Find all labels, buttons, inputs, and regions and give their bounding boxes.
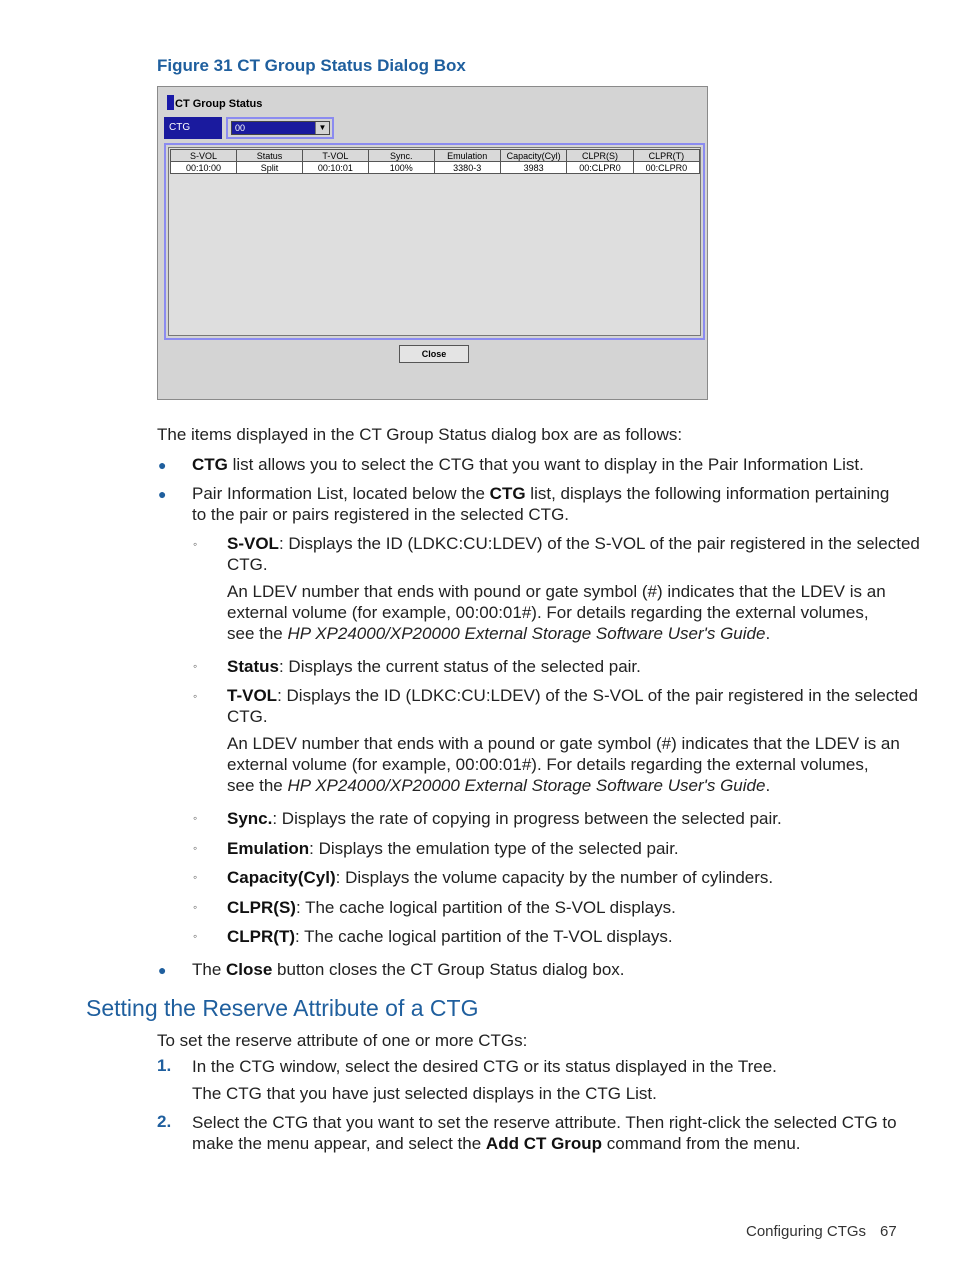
title-marker-icon <box>167 95 174 110</box>
sub-bullet-icon: ◦ <box>193 689 198 703</box>
reserve-intro: To set the reserve attribute of one or more CTGs: <box>157 1031 528 1050</box>
pair-table <box>170 149 700 174</box>
footer-section: Configuring CTGs <box>746 1223 867 1240</box>
item-svol: S-VOL: Displays the ID (LDKC:CU:LDEV) of the S-VOL of the pair registered in the selected <box>227 534 920 553</box>
item-tvol: T-VOL: Displays the ID (LDKC:CU:LDEV) of the S-VOL of the pair registered in the selected <box>227 686 918 705</box>
ct-group-status-dialog <box>157 86 708 400</box>
sub-bullet-icon: ◦ <box>193 900 198 914</box>
sub-bullet-icon: ◦ <box>193 811 198 825</box>
ctg-label: CTG <box>164 117 222 139</box>
item-status: Status: Displays the current status of the selected pair. <box>227 657 641 676</box>
chevron-down-icon[interactable]: ▼ <box>315 122 329 134</box>
table-cell: 3983 <box>500 162 567 174</box>
bullet-icon: ● <box>158 486 167 502</box>
sub-bullet-icon: ◦ <box>193 841 198 855</box>
section-heading: Setting the Reserve Attribute of a CTG <box>86 995 479 1021</box>
table-cell: 3380-3 <box>434 162 500 174</box>
table-cell: 00:CLPR0 <box>633 162 699 174</box>
column-header[interactable]: CLPR(T) <box>633 150 699 162</box>
column-header[interactable]: Sync. <box>368 150 434 162</box>
table-header-row <box>171 150 700 162</box>
page-number: 67 <box>880 1223 897 1240</box>
ctg-dropdown[interactable]: 00 ▼ <box>231 121 330 135</box>
step-1: In the CTG window, select the desired CTG or its status displayed in the Tree. <box>192 1057 777 1076</box>
bullet-ctg: CTG list allows you to select the CTG that you want to display in the Pair Information List. <box>192 455 864 474</box>
step-2: Select the CTG that you want to set the reserve attribute. Then right-click the selected CTG to <box>192 1113 897 1132</box>
item-capacity: Capacity(Cyl): Displays the volume capacity by the number of cylinders. <box>227 868 774 887</box>
column-header[interactable]: T-VOL <box>302 150 368 162</box>
table-cell: Split <box>237 162 303 174</box>
sub-bullet-icon: ◦ <box>193 659 198 673</box>
bullet-icon: ● <box>158 962 167 978</box>
table-cell: 00:10:00 <box>171 162 237 174</box>
table-cell: 100% <box>368 162 434 174</box>
figure-caption: Figure 31 CT Group Status Dialog Box <box>157 56 466 75</box>
table-row[interactable] <box>171 162 700 174</box>
bullet-close: The Close button closes the CT Group Status dialog box. <box>192 960 625 979</box>
intro-text: The items displayed in the CT Group Status dialog box are as follows: <box>157 425 683 444</box>
column-header[interactable]: Capacity(Cyl) <box>500 150 567 162</box>
step-number: 2. <box>157 1112 172 1131</box>
dialog-title: CT Group Status <box>167 95 262 110</box>
column-header[interactable]: Status <box>237 150 303 162</box>
column-header[interactable]: CLPR(S) <box>567 150 633 162</box>
item-emulation: Emulation: Displays the emulation type of the selected pair. <box>227 839 679 858</box>
bullet-icon: ● <box>158 457 167 473</box>
close-button[interactable]: Close <box>399 345 469 363</box>
column-header[interactable]: S-VOL <box>171 150 237 162</box>
sub-bullet-icon: ◦ <box>193 870 198 884</box>
bullet-pair-list: Pair Information List, located below the CTG list, displays the following information pertaining <box>192 484 890 503</box>
table-cell: 00:CLPR0 <box>567 162 633 174</box>
table-cell: 00:10:01 <box>302 162 368 174</box>
pair-information-list <box>164 143 705 340</box>
sub-bullet-icon: ◦ <box>193 537 198 551</box>
item-clprt: CLPR(T): The cache logical partition of the T-VOL displays. <box>227 927 673 946</box>
item-sync: Sync.: Displays the rate of copying in progress between the selected pair. <box>227 809 782 828</box>
item-clprs: CLPR(S): The cache logical partition of the S-VOL displays. <box>227 898 676 917</box>
step-1-result: The CTG that you have just selected displays in the CTG List. <box>192 1084 657 1103</box>
step-number: 1. <box>157 1056 172 1075</box>
sub-bullet-icon: ◦ <box>193 929 198 943</box>
column-header[interactable]: Emulation <box>434 150 500 162</box>
ctg-select-frame <box>226 117 334 139</box>
